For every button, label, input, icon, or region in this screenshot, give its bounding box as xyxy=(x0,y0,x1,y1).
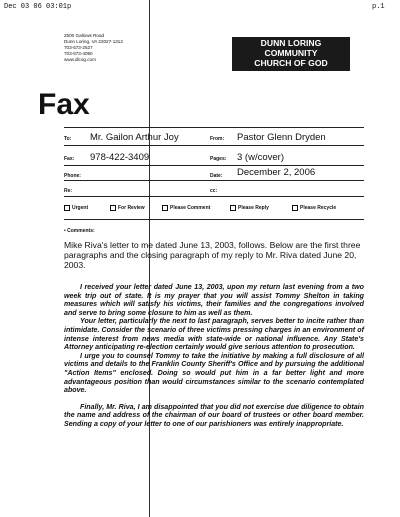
checkbox-please-recycle xyxy=(292,205,336,211)
checkbox-urgent xyxy=(64,205,88,211)
field-rule xyxy=(64,165,364,166)
phone-label: Phone: xyxy=(64,173,81,179)
divider xyxy=(64,196,364,197)
fax-timestamp: Dec 03 06 03:01p xyxy=(4,3,72,11)
church-name-line: COMMUNITY xyxy=(264,48,318,58)
checkbox-label: Please Recycle xyxy=(300,205,337,211)
checkbox-square-icon xyxy=(292,205,298,211)
to-value: Mr. Gailon Arthur Joy xyxy=(90,132,179,143)
checkbox-please-reply xyxy=(230,205,269,211)
address-line: 2500 Gallows Road xyxy=(64,33,105,38)
field-rule xyxy=(64,145,364,146)
field-rule xyxy=(64,180,364,181)
checkbox-square-icon xyxy=(64,205,70,211)
church-name-line: DUNN LORING xyxy=(260,38,322,48)
church-name-line: CHURCH OF GOD xyxy=(254,58,328,68)
address-line: 703-573-4090 xyxy=(64,51,93,56)
checkbox-square-icon xyxy=(162,205,168,211)
from-value: Pastor Glenn Dryden xyxy=(237,132,326,143)
re-label: Re: xyxy=(64,188,73,194)
checkbox-label: Please Reply xyxy=(238,205,269,211)
church-name-block xyxy=(232,37,350,71)
comments-label: • Comments: xyxy=(64,228,95,234)
checkbox-square-icon xyxy=(230,205,236,211)
lead-paragraph: Mike Riva's letter to me dated June 13, 2003, follows. Below are the first three paragraphs and the closing paragraph of my reply to Mr. Riva dated June 20, 2003. xyxy=(64,240,361,270)
cc-label: cc: xyxy=(210,188,218,194)
letter-body xyxy=(64,283,364,429)
letter-paragraph: Your letter, particularly the next to last paragraph, serves better to incite rather than intimidate. Consider the scenario of three victims pressing charges in an environment of intense interest from news media with state-wide or national influence. Any State's Attorney anticipating re-election certainly would give serious attention to prosecution. xyxy=(64,317,364,352)
divider xyxy=(64,127,364,128)
fax-label: Fax: xyxy=(64,156,75,162)
fax-value: 978-422-3409 xyxy=(90,152,150,163)
fax-title: Fax xyxy=(38,88,90,121)
fax-page-number: p.1 xyxy=(372,3,385,11)
checkbox-label: For Review xyxy=(118,205,145,211)
letter-paragraph: Finally, Mr. Riva, I am disappointed that you did not exercise due diligence to obtain the name and address of the chairman of our board of trustees or other board member. Sending a copy of your letter to one of our parishioners was entirely inappropriate. xyxy=(64,402,364,428)
checkbox-please-comment xyxy=(162,205,210,211)
letter-paragraph: I received your letter dated June 13, 2003, upon my return last evening from a two week trip out of state. It is my prayer that you will assist Tommy Shelton in taking measures which will satisfy his victims, their families and the congregations involved and serve to bring some closure to him as well as them. xyxy=(64,283,364,317)
checkbox-label: Urgent xyxy=(72,205,89,211)
church-address xyxy=(64,33,123,63)
checkbox-for-review xyxy=(110,205,145,211)
address-line: Dunn Loring, VA 22027-1312 xyxy=(64,39,123,44)
divider xyxy=(64,219,364,220)
address-line: www.dlcog.com xyxy=(64,57,96,62)
pages-label: Pages: xyxy=(210,156,227,162)
pages-value: 3 (w/cover) xyxy=(237,152,284,163)
to-label: To: xyxy=(64,136,72,142)
date-value: December 2, 2006 xyxy=(237,167,316,178)
checkbox-square-icon xyxy=(110,205,116,211)
checkbox-label: Please Comment xyxy=(170,205,211,211)
from-label: From: xyxy=(210,136,225,142)
letter-paragraph: I urge you to counsel Tommy to take the initiative by making a full disclosure of all victims and details to the Franklin County Sheriff's Office and by pursuing the additional "Action Items" enclosed. Doing so would put him in a far better light and more advantageous position than would circumstances similar to the scenario contemplated above. xyxy=(64,351,364,395)
date-label: Date: xyxy=(210,173,223,179)
address-line: 703-573-2527 xyxy=(64,45,93,50)
